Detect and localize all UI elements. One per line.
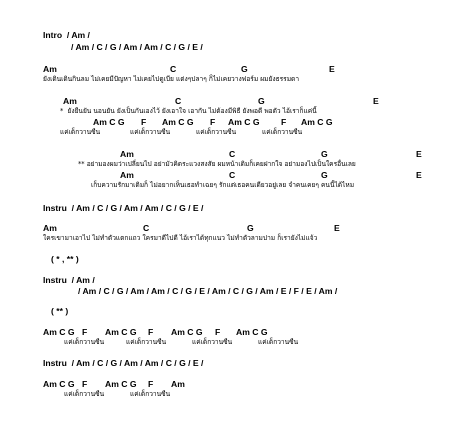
chord: Am C G — [228, 117, 260, 127]
lyric-line: ** อย่ามองผมว่าเปลี่ยนไป อย่ามัวคิดระแวงสงสัย ผมหน้าเดิมก็เคยฝากใจ อย่ามองไปเป็นใครอื่นเลย — [78, 160, 356, 168]
lyric-line: แค่เด็กวานซืน — [258, 338, 299, 346]
chord: F — [82, 379, 88, 389]
chord: F — [215, 327, 221, 337]
chord: Am C G — [171, 327, 203, 337]
repeat-marker: ( * , ** ) — [51, 254, 79, 264]
chord: F — [281, 117, 287, 127]
chord: C — [175, 96, 182, 106]
chord: F — [141, 117, 147, 127]
lyric-line: แค่เด็กวานซืน — [60, 128, 101, 136]
lyric-line: แค่เด็กวานซืน — [192, 338, 233, 346]
chord: F — [148, 379, 154, 389]
chord: G — [258, 96, 265, 106]
chord: Am C G — [162, 117, 194, 127]
instrumental-label: Instru / Am / — [43, 275, 95, 285]
lyric-line: แค่เด็กวานซืน — [130, 128, 171, 136]
chord: Am — [171, 379, 185, 389]
chord: Am C G — [43, 327, 75, 337]
instrumental-line: Instru / Am / C / G / Am / Am / C / G / E / — [43, 358, 204, 368]
chord: F — [82, 327, 88, 337]
instrumental-progression: / Am / C / G / Am / Am / C / G / E / Am / C / G / Am / E / F / E / Am / — [78, 286, 338, 296]
chord: E — [416, 149, 422, 159]
chord: Am — [63, 96, 77, 106]
chord: Am C G — [43, 379, 75, 389]
chord: C — [170, 64, 177, 74]
chord: Am C G — [105, 379, 137, 389]
chord: Am — [120, 170, 134, 180]
chord: G — [241, 64, 248, 74]
lyric-line: แค่เด็กวานซืน — [126, 338, 167, 346]
chord: G — [321, 170, 328, 180]
chord: G — [247, 223, 254, 233]
chord: Am — [43, 64, 57, 74]
chord: G — [321, 149, 328, 159]
lyric-line: เก็บความรักมาเติมก็ ไม่อยากเห็นเธอทำเฉยๆ รักแต่เธอคนเดียวอยู่เลย จำคนเคยๆ คนนี้ได้ไหม — [91, 181, 355, 189]
chord: E — [334, 223, 340, 233]
chord: Am C G — [301, 117, 333, 127]
lyric-line: แค่เด็กวานซืน — [196, 128, 237, 136]
chord: F — [148, 327, 154, 337]
lyric-line: แค่เด็กวานซืน — [130, 390, 171, 398]
lyric-line: ใครเขามาเอาไป ไม่ทำตัวแตกแถว ใครมาดีไปดี ไอ้เราได้ทุกแนว ไม่ทำตัวลามปาม ก็เรายังไม่แจ้ว — [43, 234, 318, 242]
lyric-line: * ยังยืนยัน นอนยัน ยังเป็นกันเองไว้ ยังเอาใจ เอากัน ไม่ต้องมีพิธี ยังพอดี พอตัว ไอ้เราก็แค่นี้ — [60, 107, 317, 115]
chord: C — [229, 170, 236, 180]
chord: Am C G — [93, 117, 125, 127]
lyric-line: แค่เด็กวานซืน — [262, 128, 303, 136]
intro-progression: / Am / C / G / Am / Am / C / G / E / — [71, 42, 203, 52]
chord: E — [416, 170, 422, 180]
chord: Am — [43, 223, 57, 233]
intro-label: Intro / Am / — [43, 30, 90, 40]
chord: Am C G — [236, 327, 268, 337]
chord: Am C G — [105, 327, 137, 337]
repeat-marker: ( ** ) — [51, 306, 69, 316]
chord: Am — [120, 149, 134, 159]
lyric-line: แค่เด็กวานซืน — [64, 338, 105, 346]
instrumental-line: Instru / Am / C / G / Am / Am / C / G / E / — [43, 203, 204, 213]
chord: E — [373, 96, 379, 106]
chord: C — [143, 223, 150, 233]
lyric-line: ยังเดินเดินกินลม ไม่เคยมีปัญหา ไม่เคยไปดูเบีย แต่งๆปลาๆ ก็ไม่เคยวางฟอร์ม ผมยังธรรมดา — [43, 75, 300, 83]
chord: C — [229, 149, 236, 159]
chord: E — [329, 64, 335, 74]
chord: F — [210, 117, 216, 127]
lyric-line: แค่เด็กวานซืน — [64, 390, 105, 398]
